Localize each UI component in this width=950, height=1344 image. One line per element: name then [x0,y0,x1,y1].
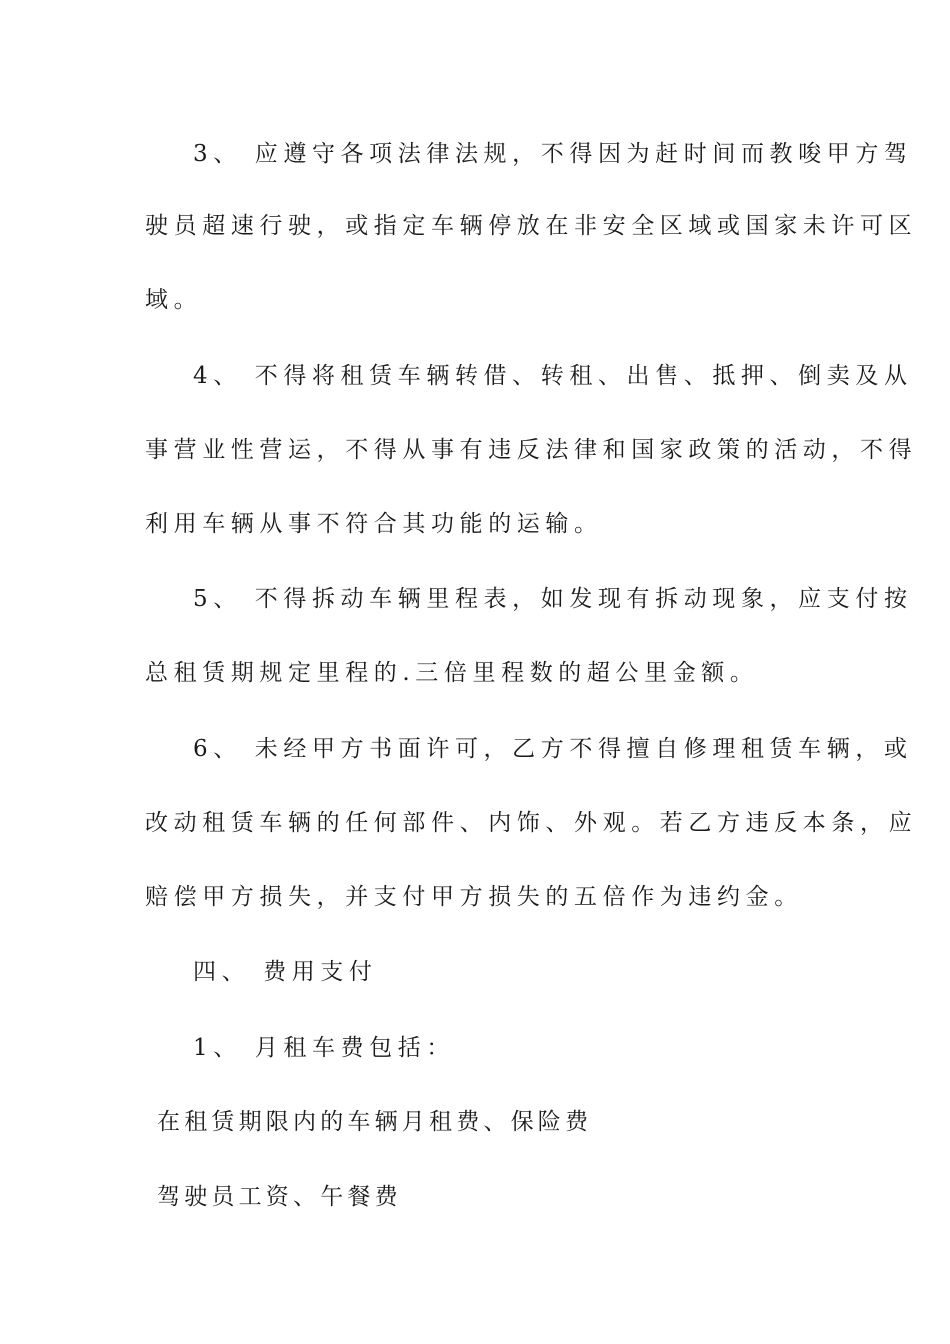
clause-3-line-3: 域。 [145,287,203,313]
fee-detail-line-1: 在租赁期限内的车辆月租费、保险费 [157,1109,593,1135]
clause-6-line-2: 改动租赁车辆的任何部件、内饰、外观。若乙方违反本条，应 [145,810,918,836]
clause-6-line-1: 6、 未经甲方书面许可，乙方不得擅自修理租赁车辆，或 [193,736,913,762]
clause-4-line-3: 利用车辆从事不符合其功能的运输。 [145,511,603,537]
clause-6-line-3: 赔偿甲方损失，并支付甲方损失的五倍作为违约金。 [145,884,803,910]
clause-5-line-1: 5、 不得拆动车辆里程表，如发现有拆动现象，应支付按 [193,586,913,612]
clause-4-line-1: 4、 不得将租赁车辆转借、转租、出售、抵押、倒卖及从 [193,363,913,389]
clause-4-line-2: 事营业性营运，不得从事有违反法律和国家政策的活动，不得 [145,437,918,463]
fee-detail-line-2: 驾驶员工资、午餐费 [157,1184,402,1210]
clause-3-line-2: 驶员超速行驶，或指定车辆停放在非安全区域或国家未许可区 [145,213,918,239]
clause-5-line-2: 总租赁期规定里程的.三倍里程数的超公里金额。 [145,660,759,686]
clause-3-line-1: 3、 应遵守各项法律法规，不得因为赶时间而教唆甲方驾 [193,141,913,167]
fee-item-1: 1、 月租车费包括： [193,1035,455,1061]
section-heading-fee-payment: 四、 费用支付 [193,959,378,985]
